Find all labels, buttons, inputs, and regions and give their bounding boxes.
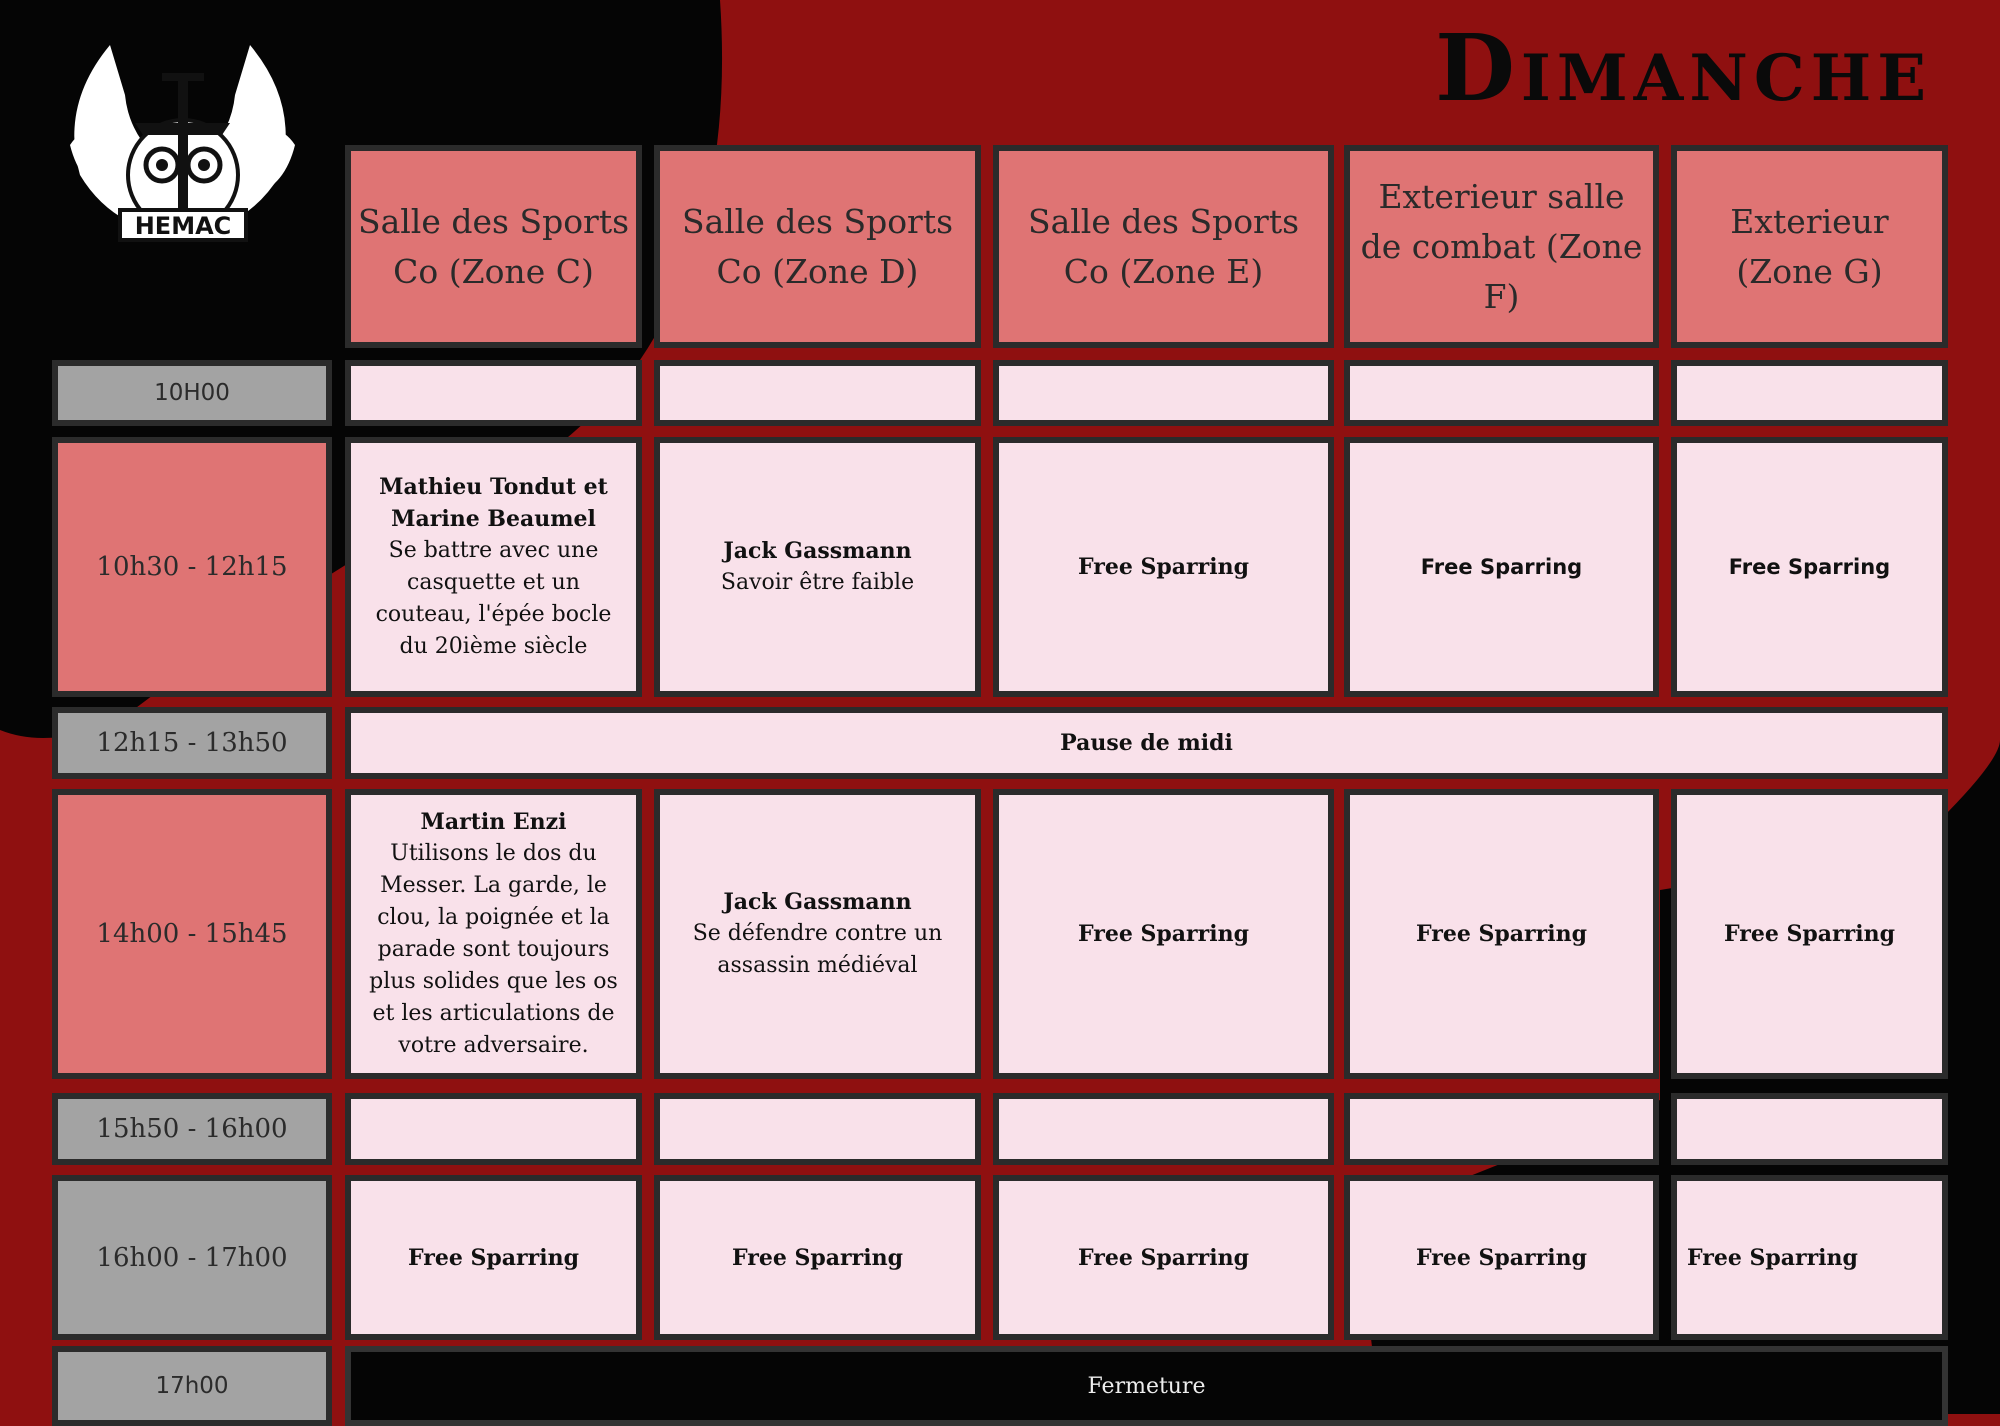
- session-cell[interactable]: [1671, 437, 1948, 697]
- free-sparring-label: Free Sparring: [1724, 921, 1895, 947]
- zone-header-label: Salle des Sports Co (Zone C): [357, 201, 630, 291]
- free-sparring-label: Free Sparring: [1687, 1244, 1858, 1271]
- free-sparring-label: Free Sparring: [408, 1244, 579, 1271]
- zone-header: [654, 145, 981, 348]
- session-description: Se battre avec une casquette et un couteau, l'épée bocle du 20ième siècle: [375, 538, 612, 659]
- session-cell: [345, 360, 642, 426]
- session-cell[interactable]: [654, 789, 981, 1079]
- free-sparring-label: Free Sparring: [1420, 555, 1583, 579]
- free-sparring-label: Free Sparring: [1416, 1244, 1587, 1271]
- instructor-name: Jack Gassmann: [723, 538, 912, 564]
- instructor-name: Mathieu Tondut et Marine Beaumel: [379, 474, 608, 532]
- session-cell[interactable]: [345, 437, 642, 697]
- session-cell[interactable]: [1671, 1175, 1948, 1340]
- time-label: 14h00 - 15h45: [96, 919, 288, 949]
- session-cell: [1344, 1093, 1659, 1165]
- free-sparring-label: Free Sparring: [1728, 555, 1891, 579]
- session-cell[interactable]: [345, 789, 642, 1079]
- time-label: 15h50 - 16h00: [96, 1114, 288, 1144]
- time-label: 17h00: [155, 1373, 229, 1399]
- session-description: Se défendre contre un assassin médiéval: [692, 921, 943, 978]
- session-cell: [1344, 360, 1659, 426]
- logo-text: HEMAC: [134, 212, 232, 240]
- zone-header: [993, 145, 1334, 348]
- zone-header-label: Exterieur (Zone G): [1730, 201, 1889, 291]
- time-slot: [52, 707, 332, 779]
- zone-header: [1671, 145, 1948, 348]
- session-cell[interactable]: [654, 437, 981, 697]
- time-slot: [52, 1093, 332, 1165]
- instructor-name: Jack Gassmann: [723, 889, 912, 915]
- time-slot: [52, 1175, 332, 1340]
- free-sparring-label: Free Sparring: [1078, 554, 1249, 580]
- time-slot: [52, 789, 332, 1079]
- break-banner: [345, 707, 1948, 779]
- zone-header-label: Salle des Sports Co (Zone D): [681, 201, 954, 291]
- session-cell: [345, 1093, 642, 1165]
- page-title: Dimanche: [1435, 14, 1932, 122]
- zone-header: [1344, 145, 1659, 348]
- free-sparring-label: Free Sparring: [1078, 921, 1249, 947]
- closing-banner: [345, 1346, 1948, 1426]
- session-cell[interactable]: [993, 437, 1334, 697]
- free-sparring-label: Free Sparring: [1078, 1244, 1249, 1271]
- zone-header-label: Exterieur salle de combat (Zone F): [1360, 176, 1643, 316]
- time-label: 12h15 - 13h50: [96, 728, 288, 758]
- session-cell[interactable]: [345, 1175, 642, 1340]
- session-cell[interactable]: [1344, 1175, 1659, 1340]
- session-cell[interactable]: [654, 1175, 981, 1340]
- time-slot: [52, 1346, 332, 1426]
- zone-header-label: Salle des Sports Co (Zone E): [1027, 201, 1300, 291]
- free-sparring-label: Free Sparring: [1416, 921, 1587, 947]
- session-cell: [1671, 360, 1948, 426]
- session-cell: [993, 360, 1334, 426]
- session-description: Utilisons le dos du Messer. La garde, le clou, la poignée et la parade sont toujours plus solides que les os et les articulations de votre adversaire.: [369, 841, 618, 1058]
- banner-label: Fermeture: [1087, 1373, 1206, 1399]
- session-cell: [1671, 1093, 1948, 1165]
- hemac-logo: [50, 25, 315, 265]
- session-cell: [993, 1093, 1334, 1165]
- session-cell[interactable]: [1344, 789, 1659, 1079]
- session-cell[interactable]: [993, 1175, 1334, 1340]
- session-cell[interactable]: [1671, 789, 1948, 1079]
- zone-header: [345, 145, 642, 348]
- time-slot: [52, 360, 332, 426]
- time-slot: [52, 437, 332, 697]
- session-cell: [654, 360, 981, 426]
- free-sparring-label: Free Sparring: [732, 1244, 903, 1271]
- instructor-name: Martin Enzi: [420, 809, 567, 835]
- banner-label: Pause de midi: [1060, 730, 1233, 756]
- session-cell[interactable]: [993, 789, 1334, 1079]
- time-label: 10H00: [154, 380, 230, 406]
- time-label: 10h30 - 12h15: [96, 552, 288, 582]
- time-label: 16h00 - 17h00: [96, 1242, 288, 1273]
- session-description: Savoir être faible: [720, 570, 915, 595]
- session-cell[interactable]: [1344, 437, 1659, 697]
- session-cell: [654, 1093, 981, 1165]
